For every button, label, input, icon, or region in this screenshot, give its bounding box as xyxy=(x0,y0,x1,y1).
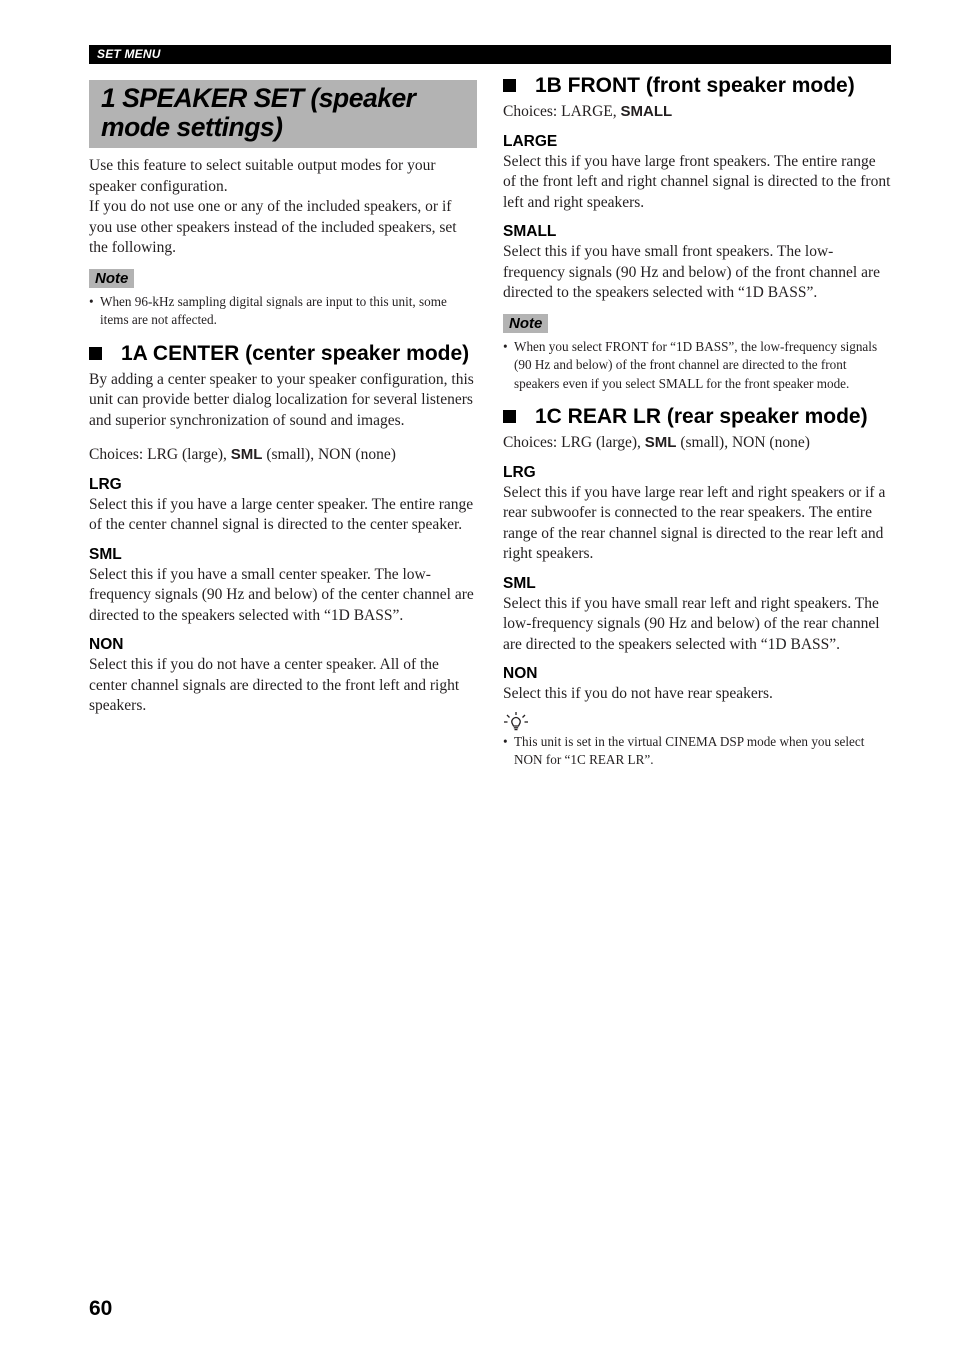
sml-text: Select this if you have small rear left and right speakers. The low-frequency signals (90 Hz and below) of the rear channel are directed to the speakers selected with “1D BASS”. xyxy=(503,594,880,653)
section-1a-choices xyxy=(89,445,477,466)
bullet-icon: • xyxy=(89,293,94,309)
section-1a-description: By adding a center speaker to your speaker configuration, this unit can provide better dialog localization for several listeners and superior synchronization of sound and images. xyxy=(89,370,474,429)
choices-prefix: Choices: LRG (large), xyxy=(89,446,231,463)
lrg-heading: LRG xyxy=(503,463,536,481)
small-heading: SMALL xyxy=(503,223,557,240)
choices-default: SML xyxy=(644,434,677,451)
section-heading-text: 1B FRONT (front speaker mode) xyxy=(535,74,855,97)
right-column xyxy=(503,74,891,770)
note-label: Note xyxy=(503,314,548,333)
sml-heading: SML xyxy=(89,545,122,563)
large-heading: LARGE xyxy=(503,132,558,150)
title-box xyxy=(89,80,477,148)
section-1b-choices xyxy=(503,102,891,123)
choices-prefix: Choices: LRG (large), xyxy=(503,434,645,451)
lrg-text: Select this if you have a large center speaker. The entire range of the center channel signal is directed to the center speaker. xyxy=(89,495,474,533)
tip-text: This unit is set in the virtual CINEMA DSP mode when you select NON for “1C REAR LR”. xyxy=(514,733,865,767)
square-bullet-icon xyxy=(503,79,516,92)
section-heading-1a xyxy=(89,342,477,366)
page-title: 1 SPEAKER SET (speaker mode settings) xyxy=(101,83,416,142)
choices-default: SML xyxy=(230,446,263,463)
bullet-icon: • xyxy=(503,338,508,354)
header-label: SET MENU xyxy=(97,47,161,61)
note-text: When you select FRONT for “1D BASS”, the low-frequency signals (90 Hz and below) of the front channel are directed to the front speakers even if you select SMALL for the front speaker mode. xyxy=(514,338,878,391)
choices-suffix: (small), NON (none) xyxy=(262,446,396,463)
intro-paragraph-1: Use this feature to select suitable output modes for your speaker configuration. xyxy=(89,157,436,195)
section-heading-1b xyxy=(503,74,891,98)
bullet-icon: • xyxy=(503,733,508,749)
section-heading-text: 1A CENTER (center speaker mode) xyxy=(121,341,470,365)
tip-item xyxy=(503,733,891,770)
note-item xyxy=(89,293,477,330)
choices-suffix: (small), NON (none) xyxy=(676,434,810,451)
large-text: Select this if you have large front speakers. The entire range of the front left and right channel signal is directed to the front left and right speakers. xyxy=(503,152,891,211)
choices-prefix: Choices: LARGE, xyxy=(503,103,621,120)
page-number: 60 xyxy=(89,1297,113,1320)
non-heading: NON xyxy=(89,636,124,653)
square-bullet-icon xyxy=(503,410,516,423)
intro-paragraph-2: If you do not use one or any of the included speakers, or if you use other speakers instead of the included speakers, set the following. xyxy=(89,198,457,256)
non-text: Select this if you do not have rear speakers. xyxy=(503,685,773,702)
header-bar xyxy=(89,45,891,64)
note-item xyxy=(503,338,891,394)
lightbulb-tip-icon xyxy=(503,711,529,731)
note-label: Note xyxy=(89,269,134,288)
square-bullet-icon xyxy=(89,347,102,360)
small-text: Select this if you have small front speakers. The low-frequency signals (90 Hz and below) of the front channel are directed to the speakers selected with “1D BASS”. xyxy=(503,243,881,301)
sml-heading: SML xyxy=(503,574,536,592)
non-text: Select this if you do not have a center speaker. All of the center channel signals are directed to the front left and right speakers. xyxy=(89,656,460,714)
lrg-text: Select this if you have large rear left and right speakers or if a rear subwoofer is connected to the rear speakers. The entire range of the rear channel signal is directed to the rear left and right speakers. xyxy=(503,483,886,562)
section-heading-1c xyxy=(503,405,891,429)
note-text: When 96-kHz sampling digital signals are input to this unit, some items are not affected. xyxy=(100,293,447,327)
section-1c-choices xyxy=(503,433,891,454)
non-heading: NON xyxy=(503,665,538,682)
sml-text: Select this if you have a small center speaker. The low-frequency signals (90 Hz and below) of the center channel are directed to the speakers selected with “1D BASS”. xyxy=(89,565,474,624)
section-heading-text: 1C REAR LR (rear speaker mode) xyxy=(535,405,868,428)
left-column xyxy=(89,80,477,717)
lrg-heading: LRG xyxy=(89,475,122,493)
choices-default: SMALL xyxy=(620,103,673,120)
